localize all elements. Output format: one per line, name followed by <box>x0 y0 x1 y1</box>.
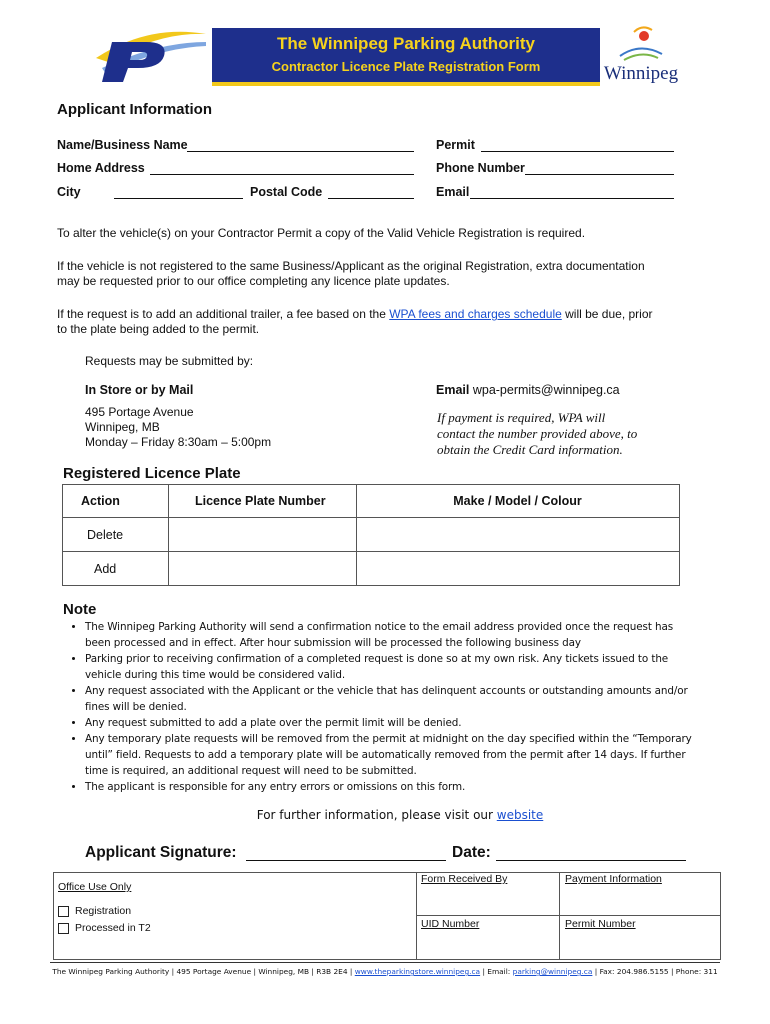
note-list <box>63 619 693 795</box>
footer-contact: | Fax: 204.986.5155 | Phone: 311 <box>592 967 718 976</box>
address-line-2: Winnipeg, MB <box>85 420 160 434</box>
trailer-fee-post: will be due, prior <box>561 307 653 321</box>
documentation-text-1: If the vehicle is not registered to the same Business/Applicant as the original Registration, extra documentation <box>57 259 645 273</box>
banner-title: The Winnipeg Parking Authority <box>277 34 535 53</box>
processed-label: Processed in T2 <box>75 922 151 934</box>
table-row <box>63 552 680 586</box>
home-address-label: Home Address <box>57 161 145 175</box>
fees-schedule-link[interactable]: WPA fees and charges schedule <box>389 307 562 321</box>
further-info <box>0 808 770 822</box>
home-address-field[interactable] <box>150 174 414 175</box>
footer <box>50 962 720 976</box>
uid-number-label: UID Number <box>421 918 480 930</box>
table-row <box>63 518 680 552</box>
footer-site-link[interactable]: www.theparkingstore.winnipeg.ca <box>354 967 481 976</box>
office-divider-2 <box>559 873 560 959</box>
form-received-label: Form Received By <box>421 873 508 885</box>
banner-subtitle: Contractor Licence Plate Registration Form <box>271 59 541 74</box>
payment-note <box>437 410 637 458</box>
in-store-heading: In Store or by Mail <box>85 383 194 397</box>
email-submit <box>436 383 620 397</box>
trailer-fee-pre: If the request is to add an additional trailer, a fee based on the <box>57 307 390 321</box>
applicant-heading: Applicant Information <box>57 101 212 118</box>
col-action: Action <box>63 485 169 518</box>
winnipeg-wordmark: Winnipeg <box>603 63 679 84</box>
plate-number-cell[interactable] <box>169 552 357 586</box>
phone-field[interactable] <box>525 174 674 175</box>
further-info-text: For further information, please visit our <box>256 808 497 822</box>
list-item: • Parking prior to receiving confirmation of a completed request is done so at my own risk. Any tickets issued to the vehicle during this time would be considered valid. <box>85 651 693 683</box>
signature-label: Applicant Signature: <box>85 844 237 861</box>
email-field[interactable] <box>470 198 674 199</box>
name-label: Name/Business Name <box>57 138 188 152</box>
signature-field[interactable] <box>246 860 446 861</box>
date-label: Date: <box>452 844 491 861</box>
list-item: • Any request associated with the Applicant or the vehicle that has delinquent accounts or outstanding amounts and/or fines will be denied. <box>85 683 693 715</box>
payment-note-1: If payment is required, WPA will <box>437 410 606 425</box>
list-item: • The Winnipeg Parking Authority will send a confirmation notice to the email address provided once the request has been processed and in effect. After hour submission will be processed the following business day <box>85 619 693 651</box>
submit-intro: Requests may be submitted by: <box>85 354 254 368</box>
plates-header-row <box>63 485 680 518</box>
plate-number-cell[interactable] <box>169 518 357 552</box>
email-label: Email <box>436 185 470 199</box>
processed-checkbox[interactable] <box>58 923 69 934</box>
documentation-text-2: may be requested prior to our office completing any licence plate updates. <box>57 274 450 288</box>
office-divider-1 <box>416 873 417 959</box>
permit-number-label: Permit Number <box>565 918 636 930</box>
office-hours: Monday – Friday 8:30am – 5:00pm <box>85 435 272 449</box>
permit-label: Permit <box>436 138 475 152</box>
trailer-fee-text <box>57 307 653 322</box>
payment-note-2: contact the number provided above, to <box>437 426 638 441</box>
email-submit-label: Email <box>436 383 470 397</box>
footer-address: The Winnipeg Parking Authority | 495 Portage Avenue | Winnipeg, MB | R3B 2E4 | <box>52 967 355 976</box>
footer-email-link[interactable]: parking@winnipeg.ca <box>512 967 593 976</box>
office-use-box <box>53 872 721 960</box>
registration-option[interactable] <box>58 905 131 917</box>
city-label: City <box>57 185 81 199</box>
registration-checkbox[interactable] <box>58 906 69 917</box>
address-line-1: 495 Portage Avenue <box>85 405 194 419</box>
list-item: • Any request submitted to add a plate over the permit limit will be denied. <box>85 715 693 731</box>
note-heading: Note <box>63 601 97 618</box>
payment-note-3: obtain the Credit Card information. <box>437 442 623 457</box>
plates-heading: Registered Licence Plate <box>63 465 241 482</box>
footer-email-label: | Email: <box>480 967 513 976</box>
office-use-title: Office Use Only <box>58 881 132 893</box>
registration-label: Registration <box>75 905 132 917</box>
make-model-cell[interactable] <box>357 552 680 586</box>
name-field[interactable] <box>187 151 414 152</box>
website-link[interactable]: website <box>496 808 544 822</box>
winnipeg-logo <box>600 26 682 86</box>
city-field[interactable] <box>114 198 243 199</box>
title-banner <box>212 28 600 86</box>
action-add: Add <box>63 552 169 586</box>
postal-code-label: Postal Code <box>250 185 323 199</box>
registration-required-text: To alter the vehicle(s) on your Contractor Permit a copy of the Valid Vehicle Registration is required. <box>57 226 586 240</box>
wpa-p-logo <box>88 28 208 84</box>
list-item: • Any temporary plate requests will be removed from the permit at midnight on the day specified within the “Temporary until” field. Requests to add a temporary plate will be automatically removed from the permit after 14 days. If further time is required, an additional request will need to be submitted. <box>85 731 693 779</box>
payment-info-label: Payment Information <box>565 873 662 885</box>
postal-code-field[interactable] <box>328 198 414 199</box>
plates-table <box>62 484 680 586</box>
action-delete: Delete <box>63 518 169 552</box>
trailer-fee-text-2: to the plate being added to the permit. <box>57 322 260 336</box>
office-row-divider <box>416 915 720 916</box>
date-field[interactable] <box>496 860 686 861</box>
list-item: • The applicant is responsible for any entry errors or omissions on this form. <box>85 779 693 795</box>
col-make-model: Make / Model / Colour <box>357 485 680 518</box>
email-submit-address: wpa-permits@winnipeg.ca <box>472 383 620 397</box>
col-plate-number: Licence Plate Number <box>169 485 357 518</box>
phone-label: Phone Number <box>436 161 525 175</box>
make-model-cell[interactable] <box>357 518 680 552</box>
processed-option[interactable] <box>58 922 151 934</box>
permit-field[interactable] <box>481 151 674 152</box>
